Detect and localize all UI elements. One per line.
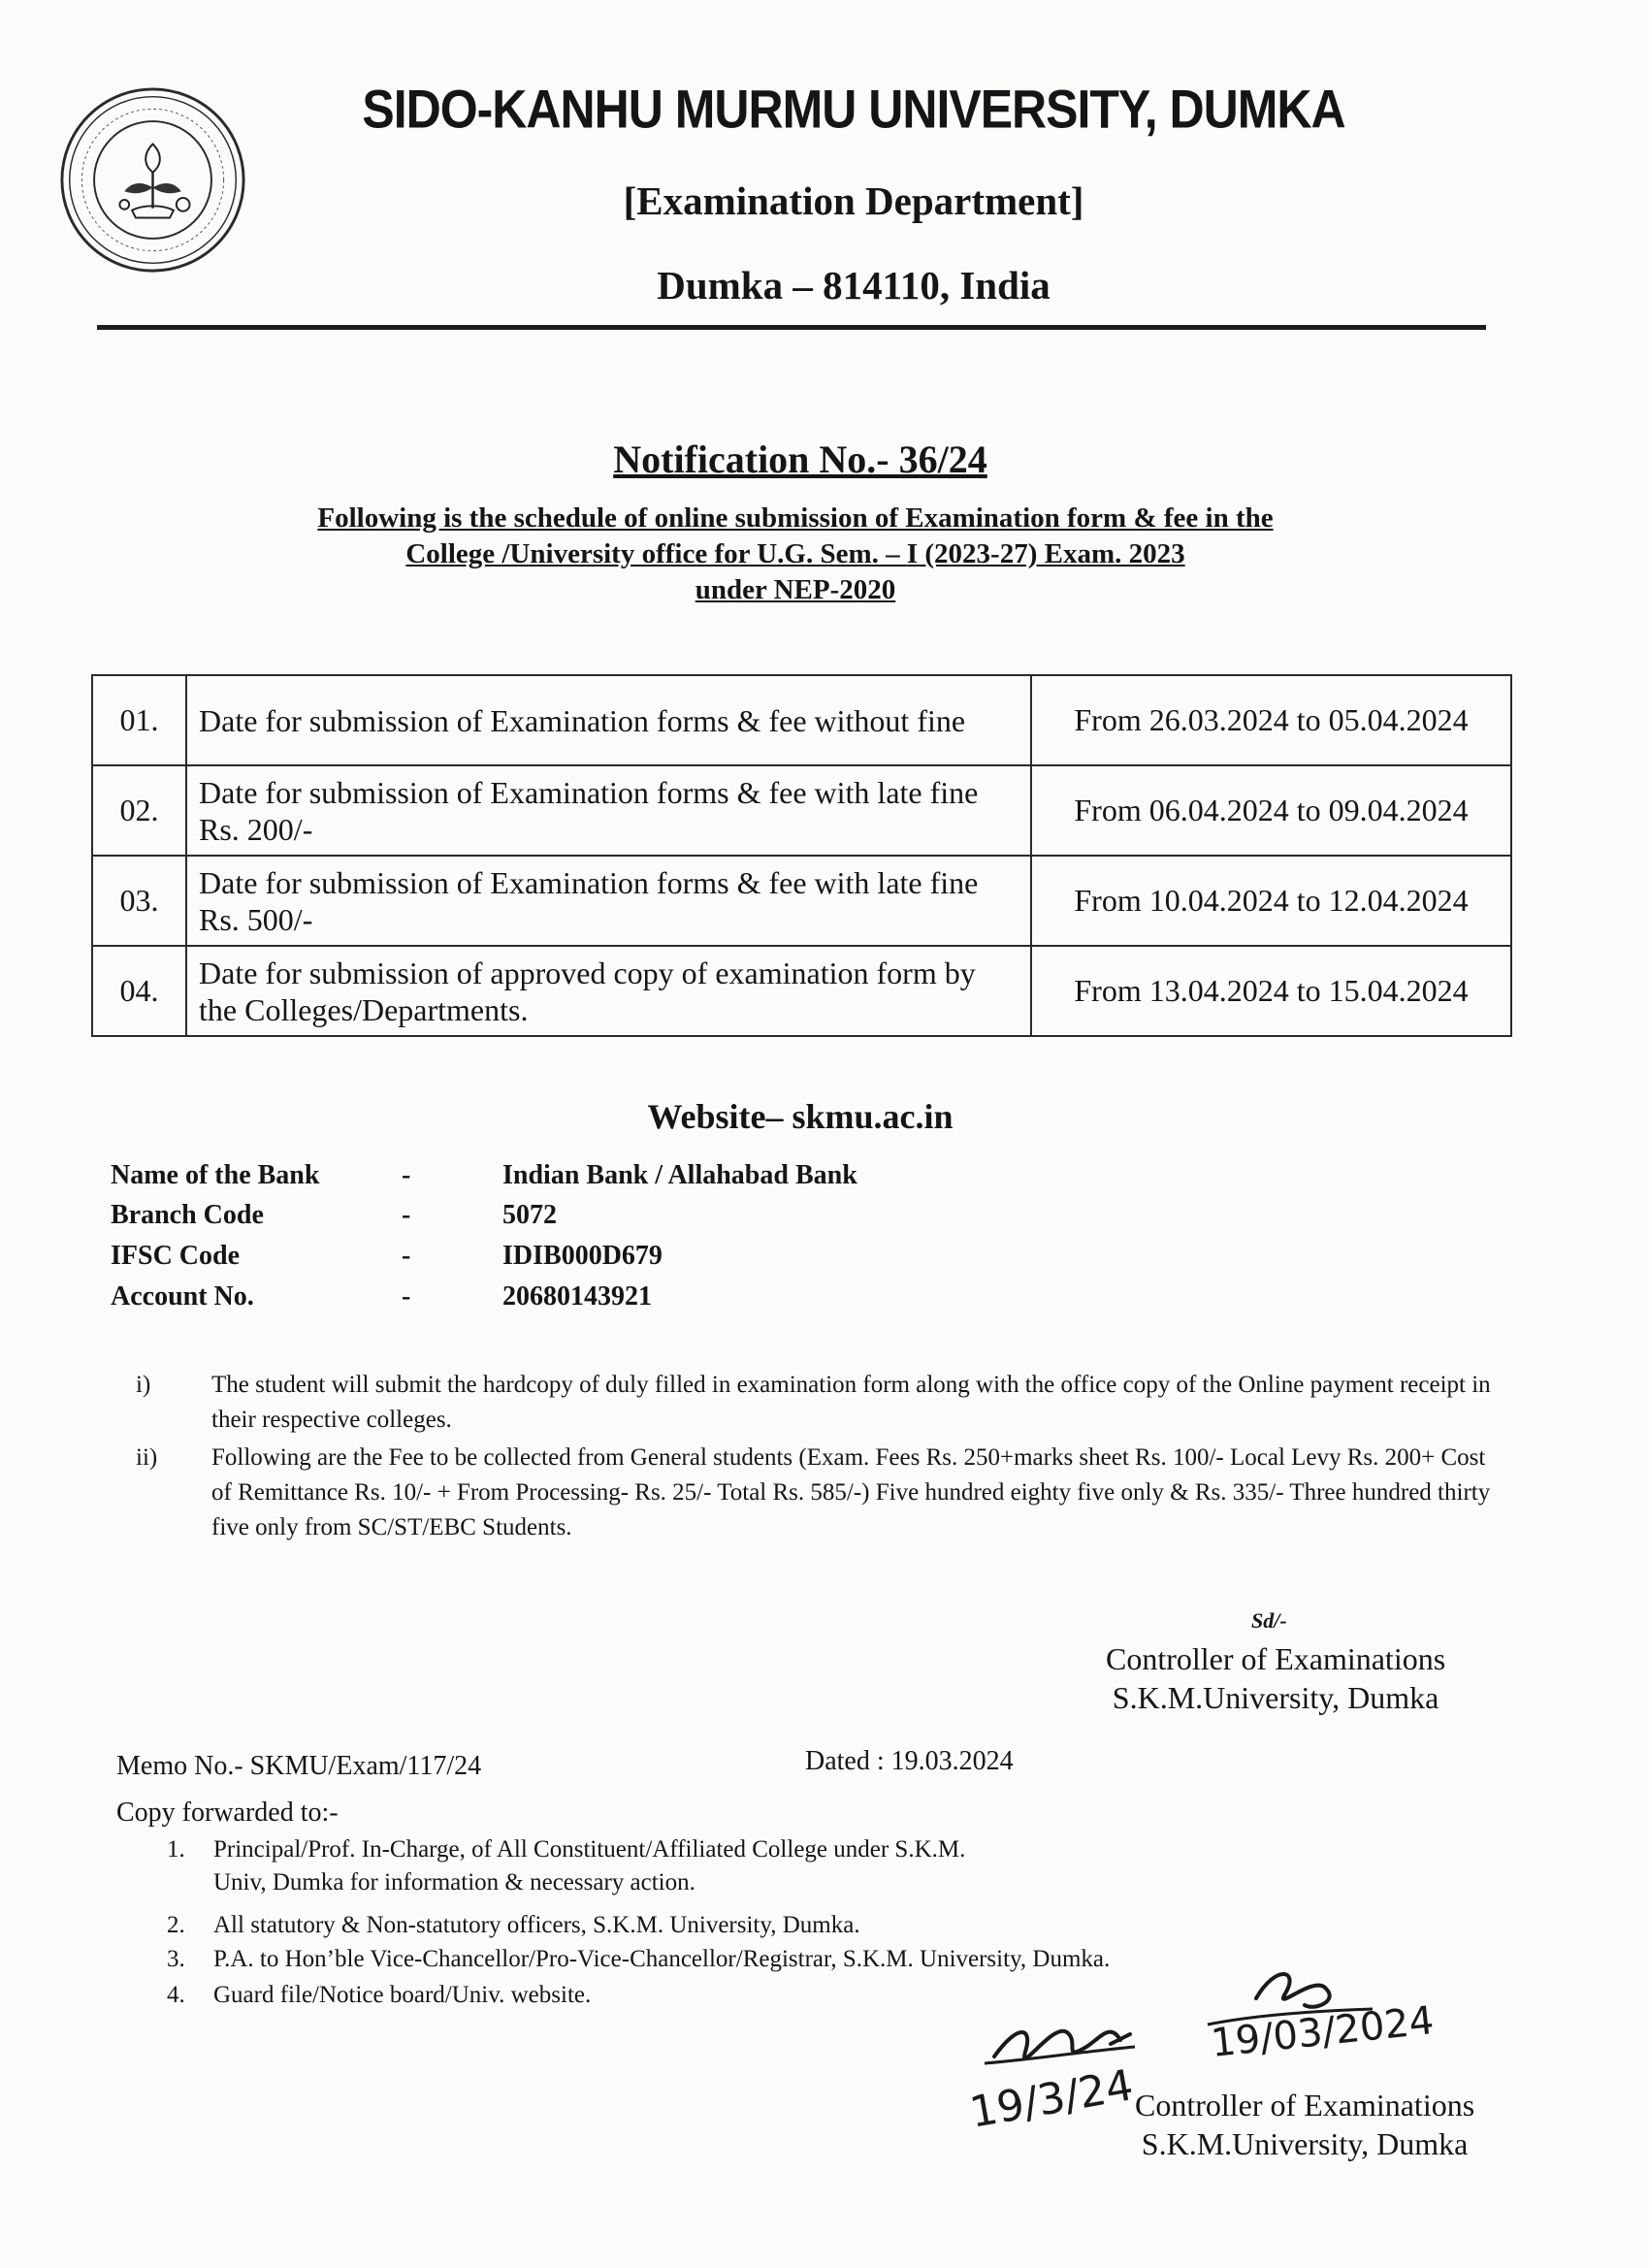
list-number: 3. <box>167 1946 185 1972</box>
header-divider <box>97 325 1486 330</box>
table-row <box>92 675 1511 765</box>
handwritten-date-right: 19/03/2024 <box>1209 1998 1437 2066</box>
university-name: SIDO-KANHU MURMU UNIVERSITY, DUMKA <box>362 79 1345 140</box>
row-description: Date for submission of approved copy of examination form by the Colleges/Departments. <box>186 946 1031 1036</box>
list-text: All statutory & Non-statutory officers, S.K.M. University, Dumka. <box>213 1912 860 1938</box>
memo-date: Dated : 19.03.2024 <box>805 1746 1014 1776</box>
bank-label: IFSC Code <box>111 1241 241 1271</box>
memo-number: Memo No.- SKMU/Exam/117/24 <box>116 1751 482 1781</box>
bank-label: Branch Code <box>111 1200 264 1230</box>
subtitle-line: Following is the schedule of online submission of Examination form & fee in the <box>317 502 1274 534</box>
row-dates: From 26.03.2024 to 05.04.2024 <box>1031 675 1511 765</box>
row-description: Date for submission of Examination forms & fee without fine <box>186 675 1031 765</box>
bank-dash: - <box>402 1281 411 1312</box>
notification-subtitle <box>194 501 1397 608</box>
handwritten-date-left: 19/3/24 <box>966 2060 1137 2138</box>
copy-forwarded-heading: Copy forwarded to:- <box>116 1798 339 1828</box>
table-row <box>92 946 1511 1036</box>
schedule-table <box>91 674 1512 1037</box>
website-line: Website– skmu.ac.in <box>647 1097 954 1136</box>
list-text: P.A. to Hon’ble Vice-Chancellor/Pro-Vice-Chancellor/Registrar, S.K.M. University, Dumka. <box>213 1946 1111 1972</box>
bank-value: 20680143921 <box>502 1281 652 1312</box>
notification-title: Notification No.- 36/24 <box>613 437 987 481</box>
bank-value: IDIB000D679 <box>502 1241 663 1271</box>
row-dates: From 13.04.2024 to 15.04.2024 <box>1031 946 1511 1036</box>
table-row <box>92 856 1511 946</box>
row-number: 04. <box>92 946 186 1036</box>
note-text: Following are the Fee to be collected from General students (Exam. Fees Rs. 250+marks sheet Rs. 100/- Local Levy Rs. 200+ Cost of Remittance Rs. 10/- + From Processing- Rs. 25/- Total Rs. 585/-) Five hundred eighty five only & Rs. 335/- Three hundred thirty five only from SC/ST/EBC Students. <box>211 1444 1491 1540</box>
signatory-title: Controller of Examinations <box>1135 2088 1475 2122</box>
signature-block-bottom <box>1135 2086 1474 2163</box>
row-dates: From 06.04.2024 to 09.04.2024 <box>1031 765 1511 856</box>
signed-mark: Sd/- <box>1251 1608 1287 1633</box>
row-description: Date for submission of Examination forms & fee with late fine Rs. 200/- <box>186 765 1031 856</box>
signatory-university: S.K.M.University, Dumka <box>1112 1680 1439 1715</box>
subtitle-line: College /University office for U.G. Sem. – I (2023-27) Exam. 2023 <box>405 538 1185 569</box>
note-number: i) <box>136 1372 151 1398</box>
note-text: The student will submit the hardcopy of duly filled in examination form along with the office copy of the Online payment receipt in their respective colleges. <box>211 1372 1491 1433</box>
bank-dash: - <box>402 1241 411 1271</box>
bank-value: Indian Bank / Allahabad Bank <box>502 1160 857 1190</box>
bank-dash: - <box>402 1200 411 1230</box>
university-location: Dumka – 814110, India <box>657 263 1051 308</box>
list-number: 4. <box>167 1982 185 2008</box>
row-number: 01. <box>92 675 186 765</box>
department-name: [Examination Department] <box>623 178 1084 223</box>
bank-label: Name of the Bank <box>111 1160 320 1190</box>
bank-label: Account No. <box>111 1281 254 1312</box>
signatory-university: S.K.M.University, Dumka <box>1141 2126 1469 2161</box>
note-number: ii) <box>136 1444 158 1471</box>
row-dates: From 10.04.2024 to 12.04.2024 <box>1031 856 1511 946</box>
subtitle-line: under NEP-2020 <box>695 574 896 605</box>
table-row <box>92 765 1511 856</box>
list-text: Guard file/Notice board/Univ. website. <box>213 1982 592 2008</box>
list-number: 1. <box>167 1836 185 1863</box>
row-number: 03. <box>92 856 186 946</box>
row-description: Date for submission of Examination forms & fee with late fine Rs. 500/- <box>186 856 1031 946</box>
signature-block-top <box>1106 1639 1445 1717</box>
signatory-title: Controller of Examinations <box>1106 1641 1446 1676</box>
university-seal-icon <box>58 85 247 275</box>
bank-value: 5072 <box>502 1200 557 1230</box>
bank-dash: - <box>402 1160 411 1190</box>
list-number: 2. <box>167 1912 185 1938</box>
list-text: Principal/Prof. In-Charge, of All Constituent/Affiliated College under S.K.M. Univ, Dumka for information & necessary action. <box>213 1836 966 1895</box>
row-number: 02. <box>92 765 186 856</box>
